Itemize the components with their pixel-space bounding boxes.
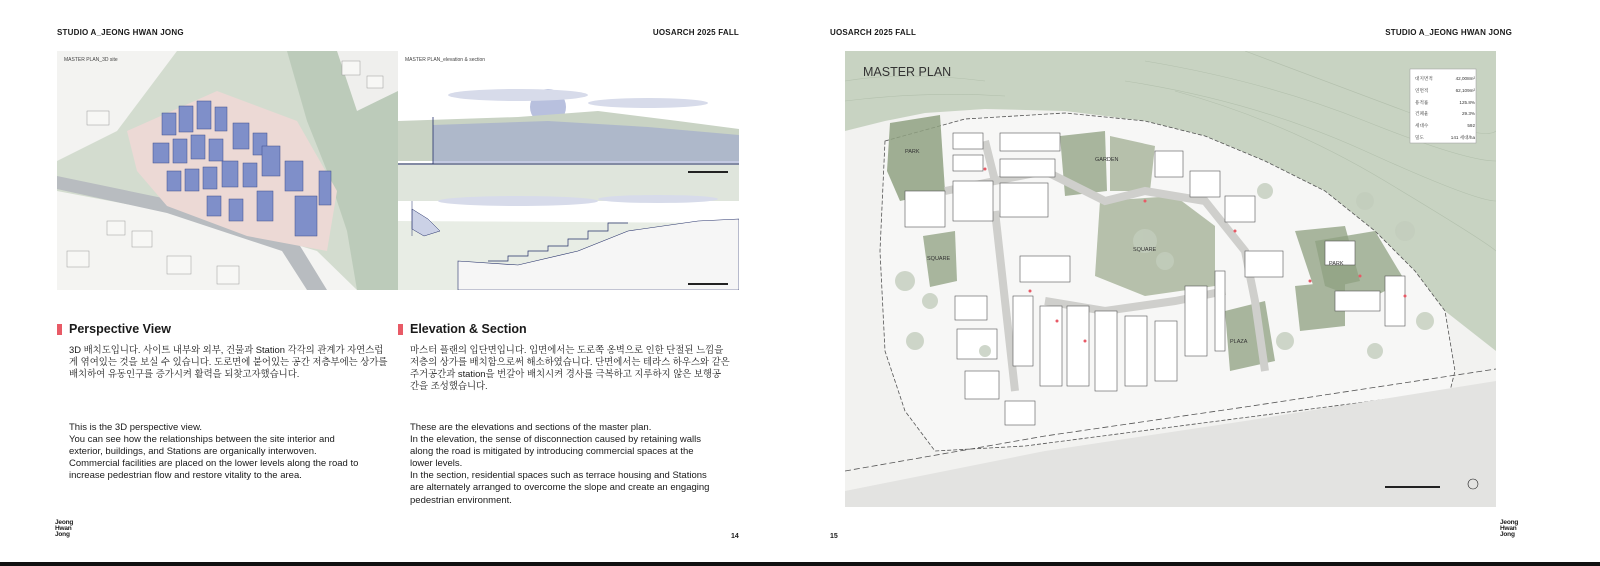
bottom-border — [0, 562, 1600, 566]
elevation-english-text: These are the elevations and sections of the master plan. In the elevation, the sense of disconnection caused by retaining walls along the road is mitigated by introducing commercial spaces at the lower levels. In the section, residential spaces such as terrace housing and Stations are alternately arranged to overcome the slope and create an engaging pedestrian environment. — [410, 422, 710, 506]
zone-label-square-center: SQUARE — [1133, 247, 1157, 253]
logo-line-3: Jong — [1500, 531, 1515, 538]
logo — [55, 520, 73, 538]
logo — [1500, 520, 1518, 538]
stat-value: 592 — [1467, 123, 1475, 129]
panel-elevation-label: MASTER PLAN_elevation & section — [405, 57, 486, 63]
master-plan-image — [845, 51, 1496, 507]
zone-label-park-left: PARK — [905, 149, 920, 155]
plan-title: MASTER PLAN — [863, 65, 952, 79]
panel-3d-label: MASTER PLAN_3D site — [64, 57, 118, 63]
stat-row — [1415, 85, 1475, 97]
elevation-korean-text: 마스터 플랜의 입단면입니다. 입면에서는 도로쪽 옹벽으로 인한 단절된 느낌을 저층의 상가를 배치함으로써 해소하였습니다. 단면에서는 테라스 하우스와 같은 주거공간과 station을 번갈아 배치시켜 경사를 극복하고 지루하지 않은 보행공 간을 조성했습니다. — [410, 344, 730, 392]
stat-label: 용적률 — [1415, 99, 1429, 105]
stat-label: 연면적 — [1415, 87, 1429, 93]
stat-value: 141 세대/ha — [1450, 134, 1475, 140]
stat-value: 29.3% — [1461, 111, 1475, 117]
perspective-english-text: This is the 3D perspective view. You can see how the relationships between the site interior and exterior, buildings, and Stations are organically interwoven. Commercial facilities are placed on the lower levels along the road to increase pedestrian flow and restore vitality to the area. — [69, 422, 359, 482]
perspective-drawing — [57, 51, 398, 290]
logo-line-3: Jong — [55, 531, 70, 538]
header-studio: STUDIO A_JEONG HWAN JONG — [1385, 28, 1512, 37]
stat-row — [1415, 108, 1475, 120]
stats-table — [1415, 73, 1475, 144]
logo-line-1: Jeong — [1500, 519, 1519, 526]
logo-line-2: Hwan — [55, 525, 72, 532]
logo-line-1: Jeong — [55, 519, 74, 526]
zone-label-plaza: PLAZA — [1230, 339, 1248, 345]
perspective-accent-bar — [57, 324, 62, 335]
master-plan-drawing — [845, 51, 1496, 507]
page-number-right: 15 — [830, 533, 838, 540]
elevation-title: Elevation & Section — [410, 322, 527, 336]
elevation-section-image — [398, 51, 739, 290]
zone-label-square-left: SQUARE — [927, 256, 951, 262]
header-course: UOSARCH 2025 FALL — [652, 28, 739, 37]
stat-row — [1415, 97, 1475, 109]
zone-label-garden: GARDEN — [1095, 157, 1119, 163]
stat-value: 42,008m² — [1455, 76, 1475, 81]
elevation-accent-bar — [398, 324, 403, 335]
header-course: UOSARCH 2025 FALL — [830, 28, 917, 37]
logo-line-2: Hwan — [1500, 525, 1517, 532]
right-page — [800, 0, 1600, 562]
stat-label: 세대수 — [1415, 123, 1429, 129]
stat-value: 125.8% — [1459, 99, 1475, 105]
stat-row — [1415, 73, 1475, 85]
page-number-left: 14 — [731, 533, 739, 540]
header-studio: STUDIO A_JEONG HWAN JONG — [57, 28, 184, 37]
stat-label: 건폐율 — [1415, 111, 1429, 117]
perspective-image — [57, 51, 398, 290]
stat-label: 대지면적 — [1415, 76, 1433, 81]
left-page — [0, 0, 800, 562]
stat-label: 밀도 — [1415, 134, 1424, 140]
perspective-korean-text: 3D 배치도입니다. 사이트 내부와 외부, 건물과 Station 각각의 관계가 자연스럽 게 엮여있는 것을 보실 수 있습니다. 도로면에 붙어있는 공간 저층부에는 상가를 배치하여 유동인구를 증가시켜 활력을 되찾고자했습니다. — [69, 344, 388, 380]
stat-value: 62,109m² — [1455, 87, 1475, 93]
stat-row — [1415, 120, 1475, 132]
stat-row — [1415, 132, 1475, 144]
perspective-title: Perspective View — [69, 322, 171, 336]
elevation-drawing — [398, 51, 739, 290]
zone-label-park-right: PARK — [1329, 261, 1344, 267]
